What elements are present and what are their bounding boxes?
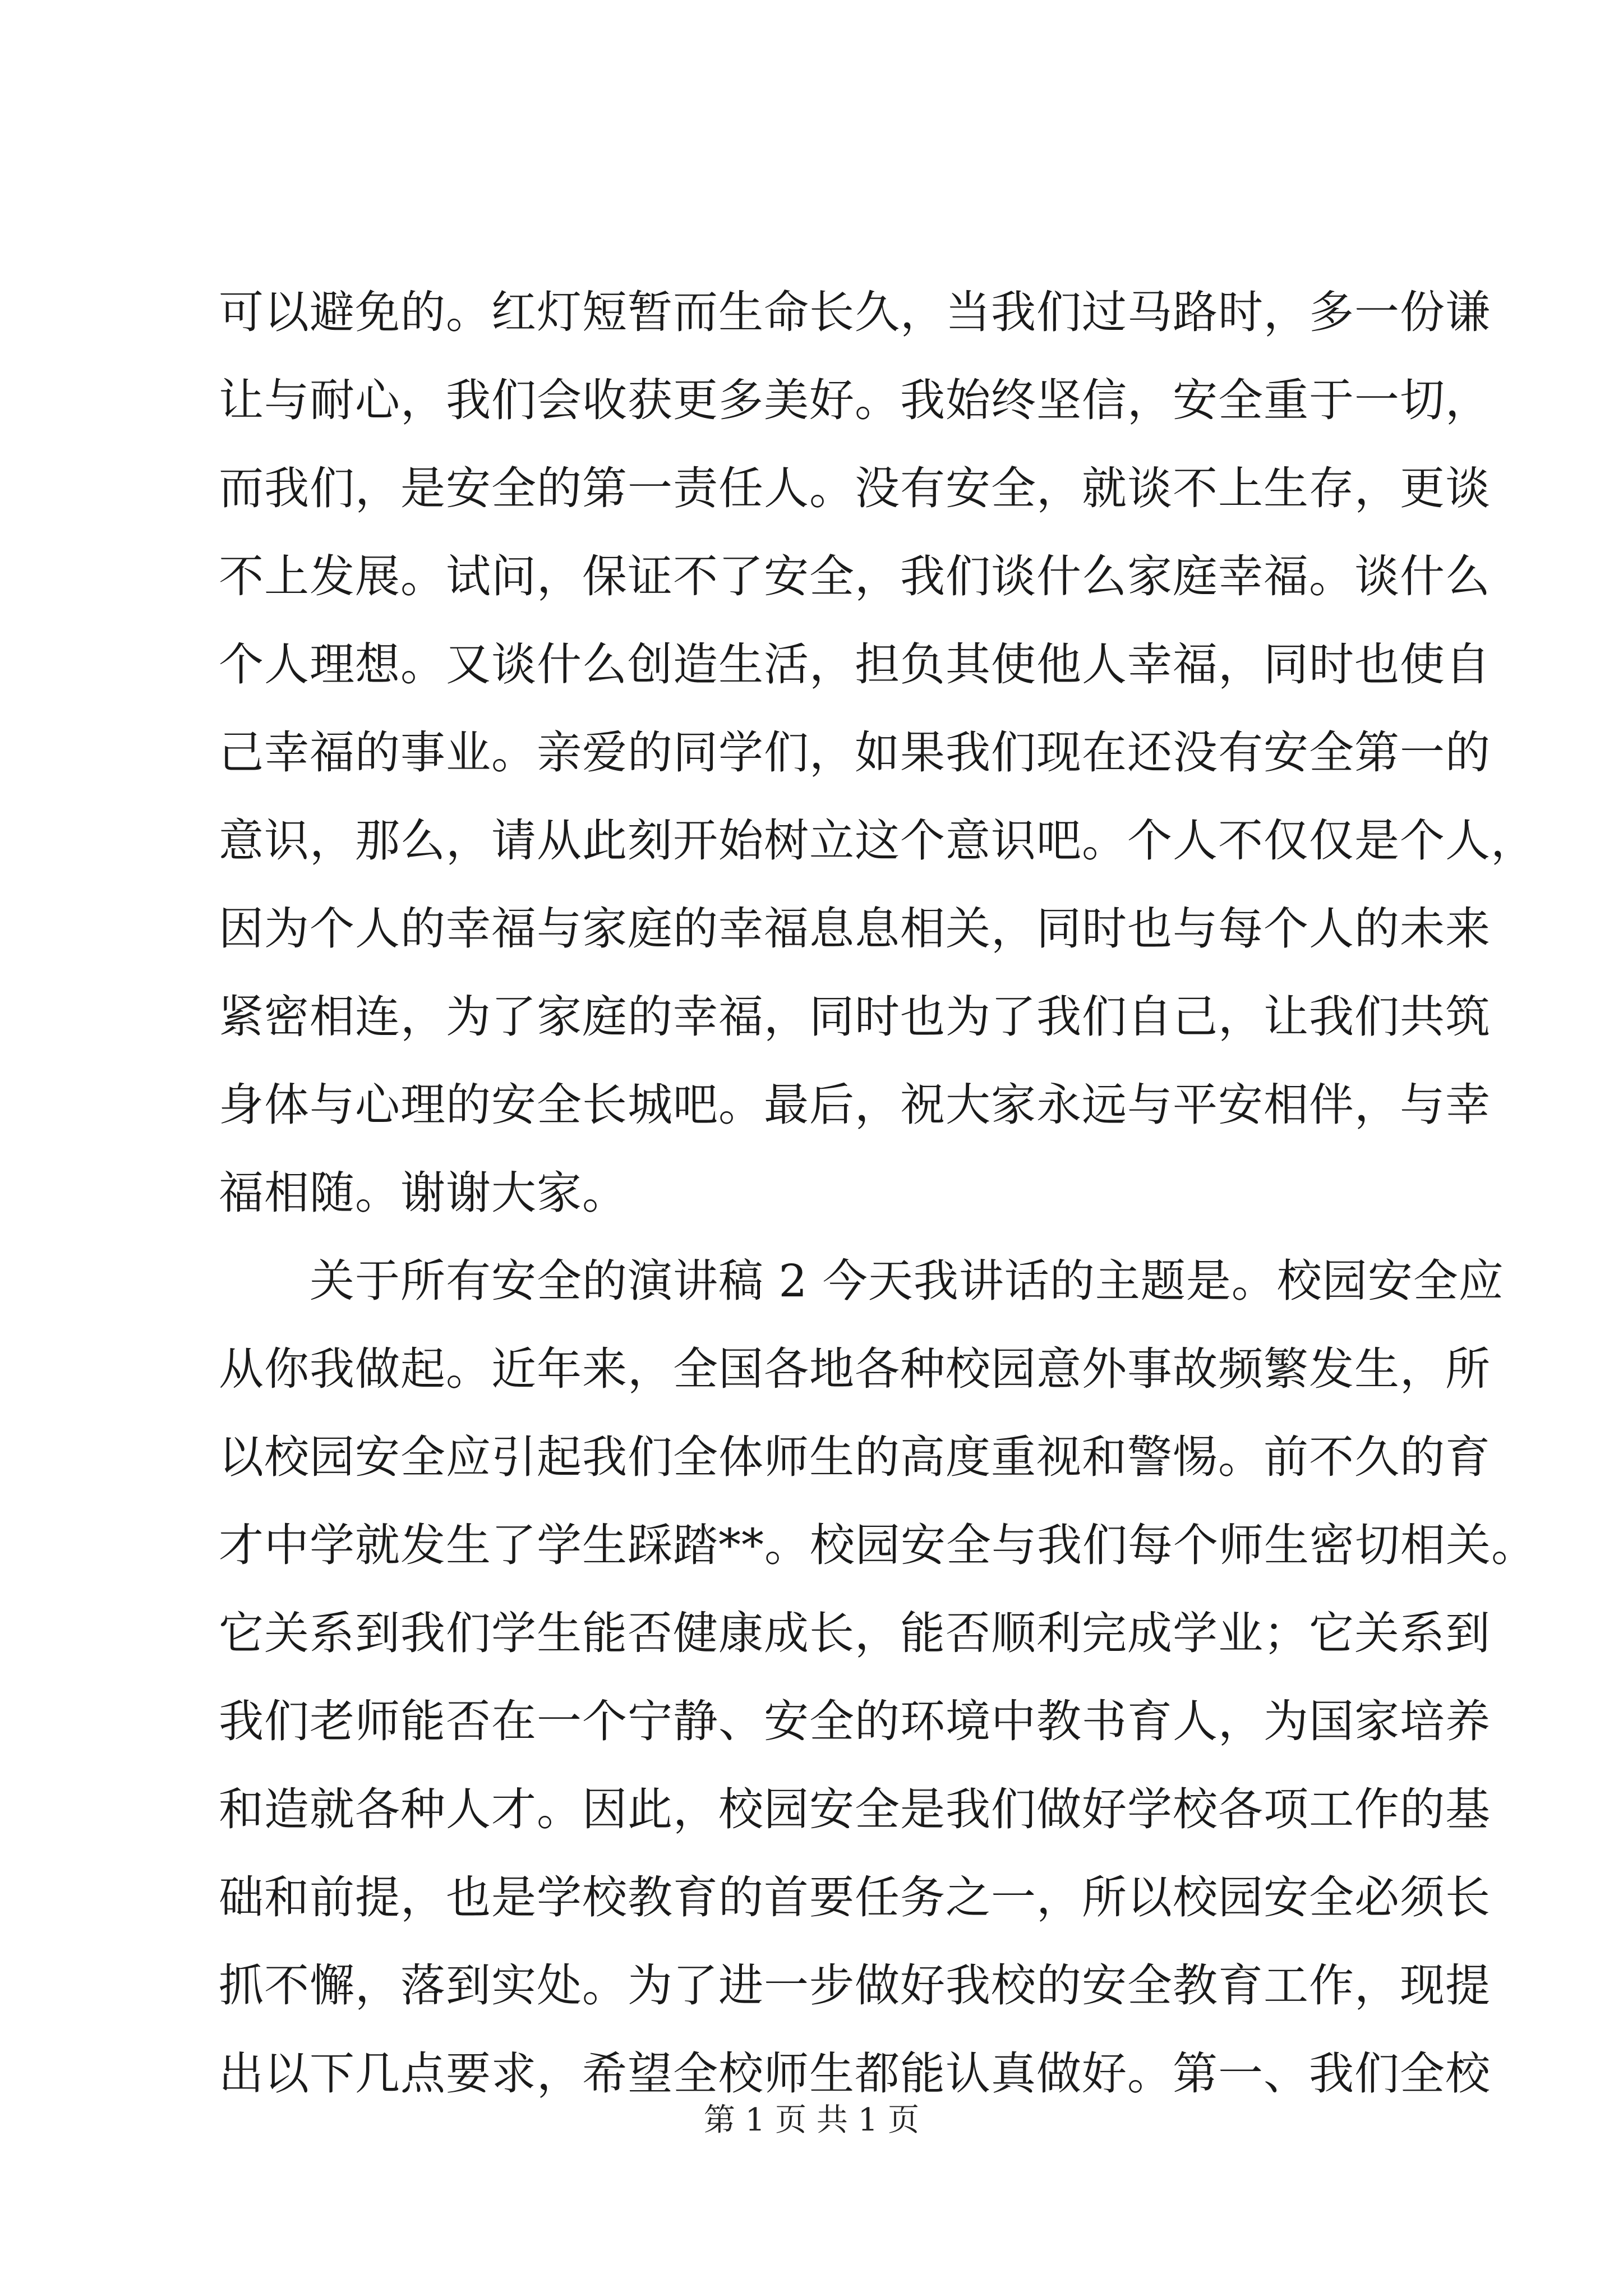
text-line: 而我们，是安全的第一责任人。没有安全，就谈不上生存，更谈 [219, 462, 1491, 514]
text-line: 紧密相连，为了家庭的幸福，同时也为了我们自己，让我们共筑 [219, 991, 1491, 1043]
text-line: 才中学就发生了学生踩踏**。校园安全与我们每个师生密切相关。 [219, 1519, 1537, 1571]
text-line: 身体与心理的安全长城吧。最后，祝大家永远与平安相伴，与幸 [219, 1079, 1491, 1131]
document-body [219, 268, 1537, 2118]
text-line: 以校园安全应引起我们全体师生的高度重视和警惕。前不久的育 [219, 1431, 1491, 1483]
text-line: 我们老师能否在一个宁静、安全的环境中教书育人，为国家培养 [219, 1695, 1491, 1747]
page-number: 第 1 页 共 1 页 [703, 2102, 920, 2138]
text-line: 可以避免的。红灯短暂而生命长久，当我们过马路时，多一份谦 [219, 286, 1491, 338]
text-line: 己幸福的事业。亲爱的同学们，如果我们现在还没有安全第一的 [219, 726, 1491, 779]
text-line: 意识，那么，请从此刻开始树立这个意识吧。个人不仅仅是个人， [219, 815, 1536, 867]
text-line: 抓不懈，落到实处。为了进一步做好我校的安全教育工作，现提 [219, 1959, 1491, 2012]
page-footer [0, 2101, 1623, 2140]
text-line: 关于所有安全的演讲稿 2 今天我讲话的主题是。校园安全应 [219, 1255, 1504, 1307]
text-line: 不上发展。试问，保证不了安全，我们谈什么家庭幸福。谈什么 [219, 550, 1491, 602]
text-line: 从你我做起。近年来，全国各地各种校园意外事故频繁发生，所 [219, 1343, 1491, 1395]
text-line: 因为个人的幸福与家庭的幸福息息相关，同时也与每个人的未来 [219, 903, 1491, 955]
text-line: 让与耐心，我们会收获更多美好。我始终坚信，安全重于一切， [219, 374, 1491, 426]
text-line: 和造就各种人才。因此，校园安全是我们做好学校各项工作的基 [219, 1783, 1491, 1835]
text-line: 础和前提，也是学校教育的首要任务之一，所以校园安全必须长 [219, 1871, 1491, 1924]
text-line: 福相随。谢谢大家。 [219, 1167, 628, 1219]
text-line: 它关系到我们学生能否健康成长，能否顺利完成学业；它关系到 [219, 1607, 1491, 1659]
text-line: 个人理想。又谈什么创造生活，担负其使他人幸福，同时也使自 [219, 638, 1491, 691]
text-line: 出以下几点要求，希望全校师生都能认真做好。第一、我们全校 [219, 2047, 1491, 2100]
